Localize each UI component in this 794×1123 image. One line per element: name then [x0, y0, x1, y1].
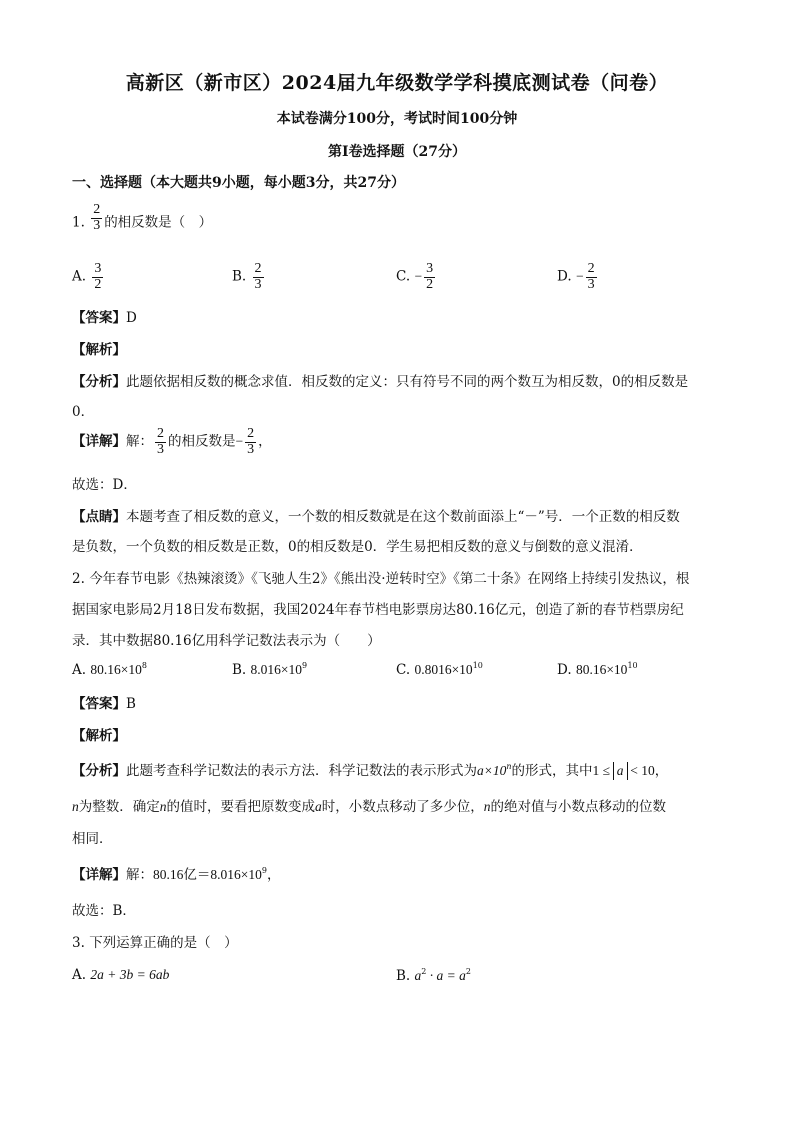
- q2-option-c[interactable]: C. $0.8016\times 10^{10}$: [396, 661, 483, 678]
- question-number: 1.: [72, 214, 85, 231]
- q1-dianjing-cont: 是负数，一个负数的相反数是正数，0的相反数是0．学生易把相反数的意义与倒数的意义混淆．: [72, 539, 643, 555]
- fraction: $\frac{2}{3}$: [93, 202, 101, 233]
- fraction: $\frac{2}{3}$: [157, 426, 164, 457]
- q2-fenxi-cont-2: 相同．: [72, 831, 113, 847]
- question-number: 3.: [72, 935, 85, 951]
- q2-option-d[interactable]: D. $80.16\times 10^{10}$: [557, 661, 638, 678]
- q3-option-b[interactable]: B. $a^2 \cdot a = a^2$: [396, 967, 471, 984]
- section-heading: 一、选择题（本大题共9小题，每小题3分，共27分）: [72, 175, 405, 191]
- part-title: 第Ⅰ卷选择题（27分）: [327, 144, 467, 160]
- question-2-stem-3: 录．其中数据80.16亿用科学记数法表示为（ ）: [72, 633, 381, 649]
- fraction: $\frac{2}{3}$: [254, 261, 262, 292]
- q2-fenxi: 【分析】此题考查科学记数法的表示方法．科学记数法的表示形式为$a\times 10^n$的形式，其中1 ≤ a < 10，: [72, 762, 669, 779]
- q1-answer: 【答案】D: [72, 310, 137, 326]
- q1-choose: 故选：D．: [72, 477, 137, 493]
- q1-option-d[interactable]: D. − $\frac{2}{3}$: [557, 261, 595, 292]
- fraction: $\frac{3}{2}$: [94, 261, 102, 292]
- q1-analysis-heading: 【解析】: [72, 342, 126, 358]
- question-3: [72, 931, 238, 951]
- question-stem: 今年春节电影《热辣滚烫》《飞驰人生2》《熊出没·逆转时空》《第二十条》在网络上持续引发热议，根: [89, 571, 690, 587]
- q1-option-b[interactable]: B. $\frac{2}{3}$: [232, 261, 262, 292]
- question-stem: 的相反数是（ ）: [104, 214, 213, 231]
- q1-fenxi-cont: 0．: [72, 404, 95, 420]
- q1-detail: 【详解】解： $\frac{2}{3}$ 的相反数是− $\frac{2}{3}$ ，: [72, 426, 272, 457]
- fraction: $\frac{2}{3}$: [587, 261, 595, 292]
- q3-option-a[interactable]: A. 2a + 3b = 6ab: [72, 967, 170, 983]
- q2-fenxi-cont: n为整数．确定n的值时，要看把原数变成a时，小数点移动了多少位，n的绝对值与小数点移动的位数: [72, 799, 666, 815]
- q2-option-b[interactable]: B. $8.016\times 10^9$: [232, 661, 308, 678]
- q1-option-a[interactable]: A. $\frac{3}{2}$: [72, 261, 102, 292]
- q2-choose: 故选：B．: [72, 903, 136, 919]
- question-number: 2.: [72, 571, 85, 587]
- fraction: $\frac{2}{3}$: [247, 426, 255, 457]
- question-2: [72, 567, 689, 587]
- question-1: [72, 203, 212, 233]
- fraction: $\frac{3}{2}$: [426, 261, 434, 292]
- q2-answer: 【答案】B: [72, 696, 136, 712]
- q1-option-c[interactable]: C. − $\frac{3}{2}$: [396, 261, 434, 292]
- q2-analysis-heading: 【解析】: [72, 728, 126, 744]
- q2-option-a[interactable]: A. $80.16\times 10^8$: [72, 661, 147, 678]
- question-stem: 下列运算正确的是（ ）: [89, 935, 238, 951]
- page-title: 高新区（新市区）2024届九年级数学学科摸底测试卷（问卷）: [125, 72, 669, 94]
- q1-dianjing: 【点睛】本题考查了相反数的意义，一个数的相反数就是在这个数前面添上“－”号．一个正数的相反数: [72, 509, 680, 525]
- question-2-stem-2: 据国家电影局2月18日发布数据，我国2024年春节档电影票房达80.16亿元，创造了新的春节档票房纪: [72, 602, 684, 618]
- q1-fenxi: 【分析】此题依据相反数的概念求值．相反数的定义：只有符号不同的两个数互为相反数，0的相反数是: [72, 374, 689, 390]
- q2-detail: 【详解】解：80.16亿$=8.016\times 10^9$，: [72, 866, 281, 883]
- exam-info: 本试卷满分100分，考试时间100分钟: [276, 111, 518, 127]
